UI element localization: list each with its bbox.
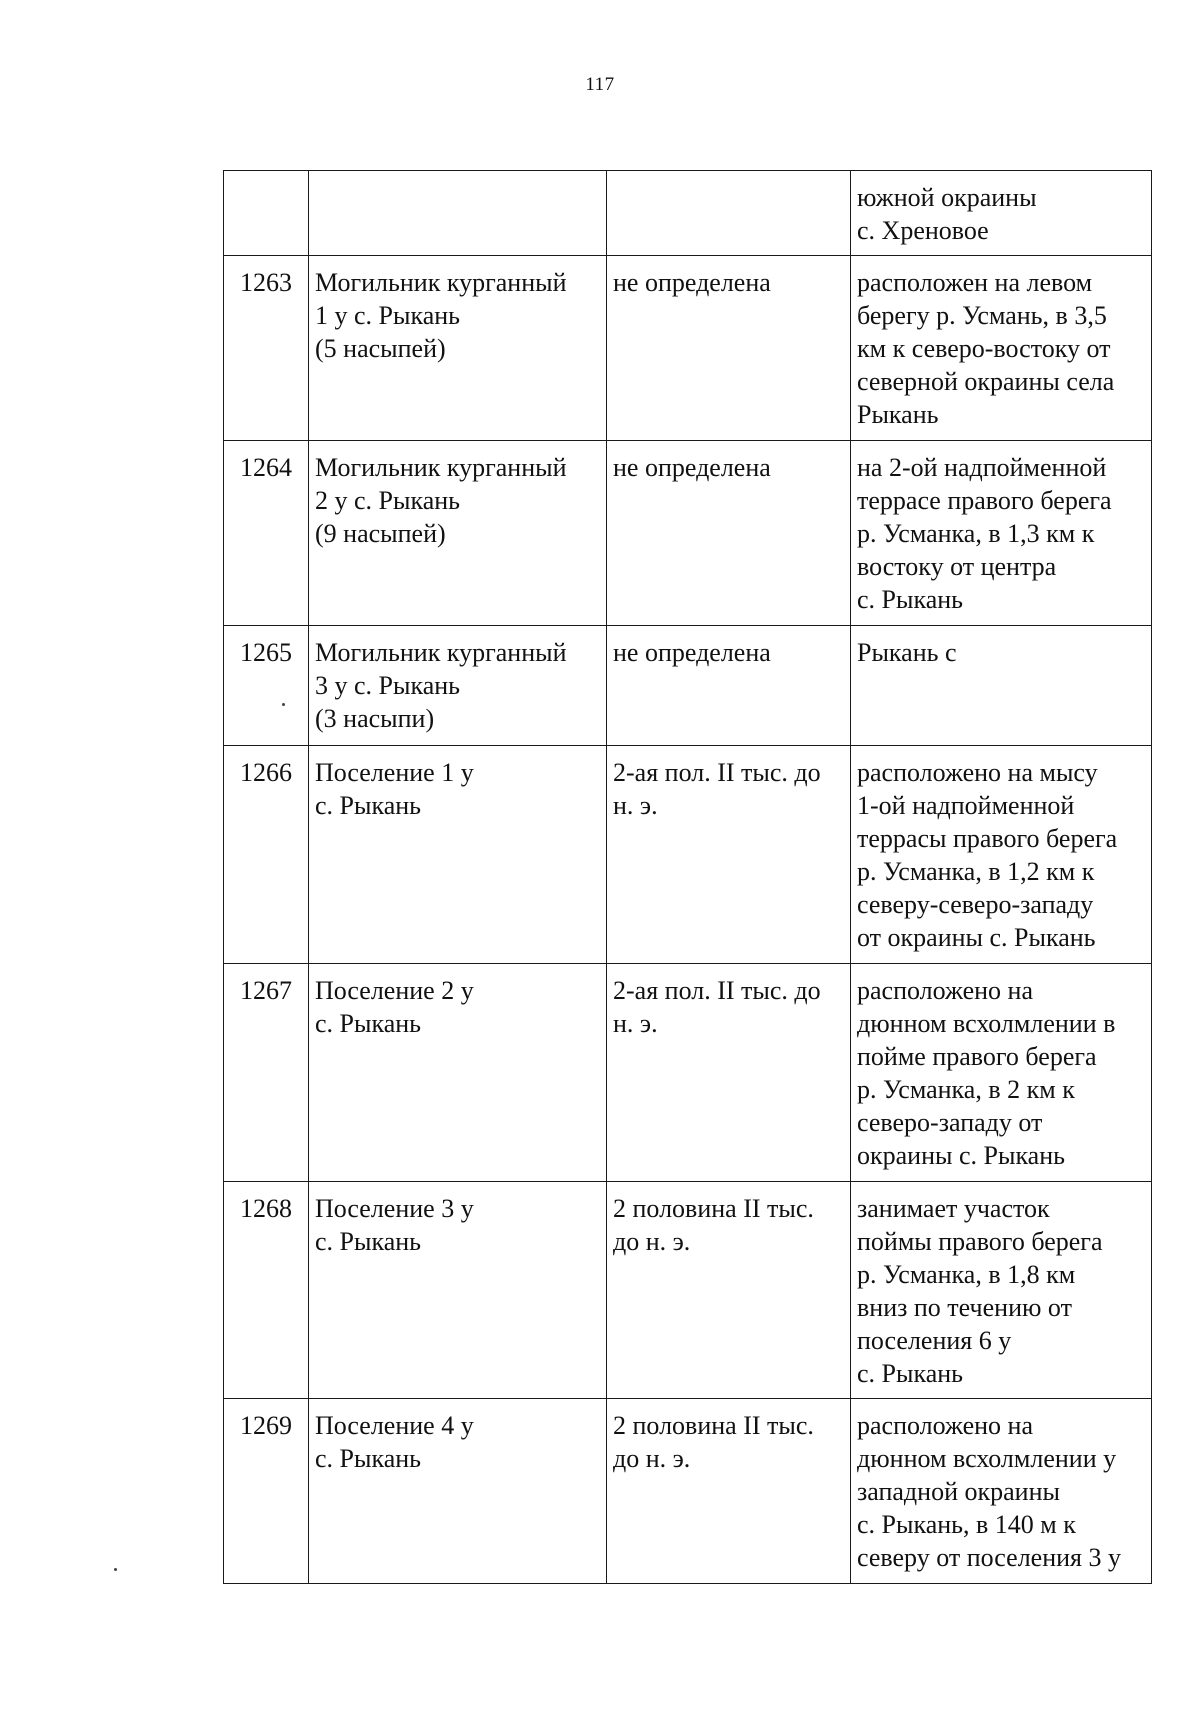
- cell-name: [309, 964, 607, 1182]
- cell-text-line: с. Рыкань: [315, 791, 422, 820]
- cell-text-line: с. Рыкань: [857, 585, 964, 614]
- cell-text-line: северной окраины села: [857, 367, 1115, 396]
- cell-location: [851, 746, 1152, 964]
- table-row: [224, 171, 1152, 256]
- cell-text-line: не определена: [613, 453, 771, 482]
- cell-name: [309, 171, 607, 256]
- cell-number: [224, 171, 309, 256]
- cell-text-line: террасе правого берега: [857, 486, 1112, 515]
- row-number: 1263: [240, 268, 292, 297]
- cell-text-line: с. Рыкань: [857, 1359, 964, 1388]
- cell-text-line: на 2-ой надпойменной: [857, 453, 1107, 482]
- cell-text-line: до н. э.: [613, 1444, 691, 1473]
- row-number: 1265: [240, 638, 292, 667]
- cell-text-line: Могильник курганный: [315, 453, 567, 482]
- cell-name: [309, 256, 607, 441]
- cell-text-line: Могильник курганный: [315, 638, 567, 667]
- cell-location: [851, 1399, 1152, 1584]
- cell-text-line: н. э.: [613, 1009, 658, 1038]
- cell-text-line: востоку от центра: [857, 552, 1057, 581]
- cell-text-line: южной окраины: [857, 183, 1037, 212]
- cell-dating: [607, 441, 851, 626]
- cell-text-line: занимает участок: [857, 1194, 1050, 1223]
- cell-text-line: северу-северо-западу: [857, 890, 1094, 919]
- cell-text-line: 2 у с. Рыкань: [315, 486, 461, 515]
- cell-text-line: 1 у с. Рыкань: [315, 301, 461, 330]
- cell-text-line: террасы правого берега: [857, 824, 1118, 853]
- cell-text-line: от окраины с. Рыкань: [857, 923, 1096, 952]
- cell-text-line: расположено на: [857, 1411, 1034, 1440]
- cell-text-line: окраины с. Рыкань: [857, 1141, 1065, 1170]
- cell-text-line: с. Рыкань: [315, 1227, 422, 1256]
- cell-dating: [607, 256, 851, 441]
- cell-name: [309, 746, 607, 964]
- cell-text-line: берегу р. Усмань, в 3,5: [857, 301, 1107, 330]
- cell-text-line: поймы правого берега: [857, 1227, 1103, 1256]
- cell-text-line: поселения 6 у: [857, 1326, 1012, 1355]
- cell-number: [224, 626, 309, 746]
- cell-text-line: Поселение 1 у: [315, 758, 474, 787]
- cell-number: [224, 746, 309, 964]
- table-row: [224, 256, 1152, 441]
- row-number: 1269: [240, 1411, 292, 1440]
- cell-text-line: с. Хреновое: [857, 216, 989, 245]
- cell-text-line: пойме правого берега: [857, 1042, 1097, 1071]
- cell-dating: [607, 964, 851, 1182]
- cell-text-line: р. Усманка, в 2 км к: [857, 1075, 1075, 1104]
- row-number: 1266: [240, 758, 292, 787]
- cell-name: [309, 626, 607, 746]
- cell-text-line: 2-ая пол. II тыс. до: [613, 976, 821, 1005]
- cell-text-line: р. Усманка, в 1,2 км к: [857, 857, 1095, 886]
- cell-dating: [607, 1399, 851, 1584]
- cell-text-line: расположено на мысу: [857, 758, 1098, 787]
- table-row: [224, 1182, 1152, 1399]
- cell-text-line: Рыкань с: [857, 638, 957, 667]
- cell-text-line: с. Рыкань: [315, 1009, 422, 1038]
- cell-number: [224, 256, 309, 441]
- cell-text-line: западной окраины: [857, 1477, 1060, 1506]
- cell-location: [851, 171, 1152, 256]
- cell-name: [309, 1182, 607, 1399]
- cell-dating: [607, 746, 851, 964]
- row-number: 1264: [240, 453, 292, 482]
- cell-text-line: (5 насыпей): [315, 334, 446, 363]
- cell-text-line: (9 насыпей): [315, 519, 446, 548]
- cell-dating: [607, 171, 851, 256]
- cell-text-line: до н. э.: [613, 1227, 691, 1256]
- cell-location: [851, 256, 1152, 441]
- table-row: [224, 746, 1152, 964]
- cell-text-line: расположено на: [857, 976, 1034, 1005]
- cell-text-line: северу от поселения 3 у: [857, 1543, 1121, 1572]
- cell-text-line: 2 половина II тыс.: [613, 1194, 814, 1223]
- cell-dating: [607, 1182, 851, 1399]
- scan-speck: [114, 1568, 117, 1571]
- cell-text-line: Поселение 2 у: [315, 976, 474, 1005]
- cell-text-line: Поселение 3 у: [315, 1194, 474, 1223]
- row-number: 1267: [240, 976, 292, 1005]
- cell-text-line: р. Усманка, в 1,8 км: [857, 1260, 1076, 1289]
- cell-text-line: 3 у с. Рыкань: [315, 671, 461, 700]
- cell-text-line: с. Рыкань: [315, 1444, 422, 1473]
- cell-text-line: не определена: [613, 638, 771, 667]
- cell-text-line: северо-западу от: [857, 1108, 1043, 1137]
- cell-number: [224, 441, 309, 626]
- cell-location: [851, 1182, 1152, 1399]
- cell-number: [224, 1399, 309, 1584]
- cell-text-line: р. Усманка, в 1,3 км к: [857, 519, 1095, 548]
- cell-text-line: вниз по течению от: [857, 1293, 1072, 1322]
- cell-text-line: не определена: [613, 268, 771, 297]
- cell-text-line: Могильник курганный: [315, 268, 567, 297]
- cell-text-line: 2-ая пол. II тыс. до: [613, 758, 821, 787]
- table-body: [224, 171, 1152, 1584]
- table-row: [224, 1399, 1152, 1584]
- cell-dating: [607, 626, 851, 746]
- cell-text-line: Поселение 4 у: [315, 1411, 474, 1440]
- cell-text-line: (3 насыпи): [315, 704, 435, 733]
- cell-text-line: дюнном всхолмлении у: [857, 1444, 1117, 1473]
- table-row: [224, 441, 1152, 626]
- page-number: 117: [585, 74, 615, 95]
- cell-name: [309, 441, 607, 626]
- cell-number: [224, 1182, 309, 1399]
- cell-number: [224, 964, 309, 1182]
- cell-text-line: км к северо-востоку от: [857, 334, 1111, 363]
- cell-location: [851, 626, 1152, 746]
- cell-text-line: с. Рыкань, в 140 м к: [857, 1510, 1076, 1539]
- cell-text-line: н. э.: [613, 791, 658, 820]
- cell-text-line: расположен на левом: [857, 268, 1093, 297]
- cell-location: [851, 441, 1152, 626]
- cell-text-line: дюнном всхолмлении в: [857, 1009, 1116, 1038]
- table-row: [224, 626, 1152, 746]
- cell-text-line: 2 половина II тыс.: [613, 1411, 814, 1440]
- row-number: 1268: [240, 1194, 292, 1223]
- cell-text-line: 1-ой надпойменной: [857, 791, 1075, 820]
- cell-location: [851, 964, 1152, 1182]
- cell-name: [309, 1399, 607, 1584]
- monuments-table: [223, 170, 1152, 1584]
- table-row: [224, 964, 1152, 1182]
- scan-speck: [282, 703, 285, 706]
- cell-text-line: Рыкань: [857, 400, 939, 429]
